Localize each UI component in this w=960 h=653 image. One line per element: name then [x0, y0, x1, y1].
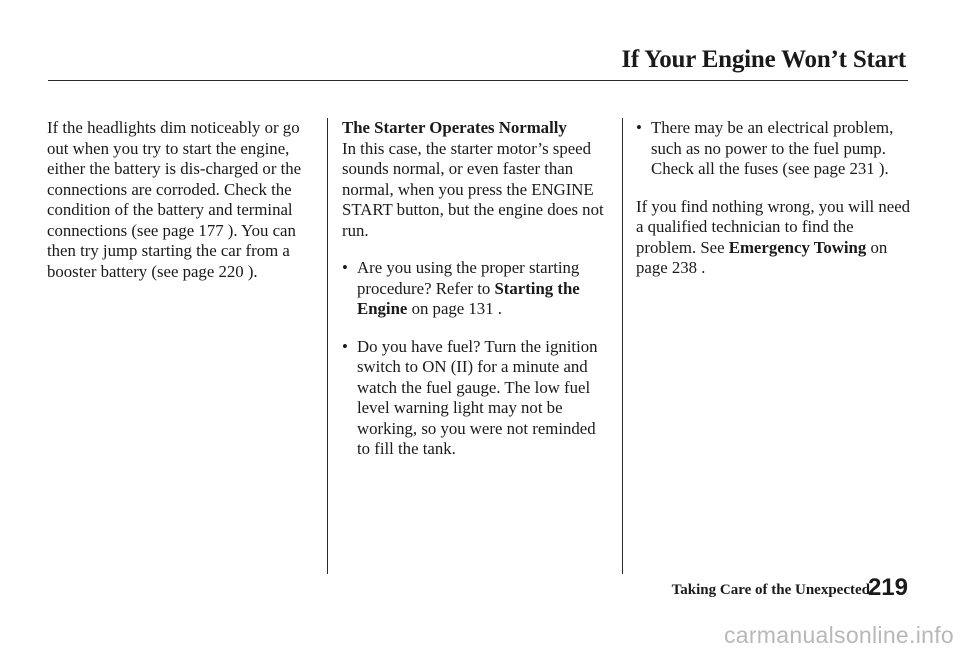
- bullet-icon: •: [342, 258, 348, 277]
- bullet-item: [342, 258, 612, 320]
- bullet-text: on page 131 .: [407, 299, 502, 318]
- bullet-text: Are you using the proper starting procedure? Refer to: [357, 258, 580, 298]
- page-title: If Your Engine Won’t Start: [621, 46, 906, 73]
- cross-reference: Starting the Engine: [357, 278, 580, 318]
- paragraph-text: If you find nothing wrong, you will need a qualified technician to find the problem. See: [636, 196, 911, 257]
- column-1: [47, 118, 309, 282]
- body-paragraph: In this case, the starter motor’s speed sounds normal, or even faster than normal, when you press the ENGINE START button, but the engine does not run.: [342, 138, 604, 240]
- body-paragraph: If the headlights dim noticeably or go out when you try to start the engine, either the battery is dis-charged or the connections are corroded. Check the condition of the battery and terminal connections (see page 177 ). You can then try jump starting the car from a booster battery (see page 220 ).: [47, 118, 302, 281]
- bullet-icon: •: [636, 118, 642, 137]
- column-2: [342, 118, 612, 460]
- bullet-text: There may be an electrical problem, such as no power to the fuel pump. Check all the fuses (see page 231 ).: [651, 118, 894, 178]
- cross-reference: Emergency Towing: [728, 237, 867, 257]
- bullet-item: [342, 337, 612, 460]
- page-number: 219: [867, 574, 908, 601]
- footer-section-title: Taking Care of the Unexpected: [671, 582, 870, 598]
- section-heading: The Starter Operates Normally: [342, 118, 567, 137]
- watermark: carmanualsonline.info: [723, 622, 954, 648]
- bullet-item: [636, 118, 911, 180]
- column-3: [636, 118, 911, 279]
- paragraph-text: on page 238 .: [636, 237, 888, 277]
- title-rule: [48, 80, 908, 81]
- column-divider: [327, 118, 328, 574]
- bullet-icon: •: [342, 336, 348, 356]
- body-paragraph: [636, 197, 911, 279]
- bullet-text: Do you have fuel? Turn the ignition switch to ON (II) for a minute and watch the fuel gauge. The low fuel level warning light may not be working, so you were not reminded to fill the tank.: [357, 336, 598, 458]
- column-divider: [622, 118, 623, 574]
